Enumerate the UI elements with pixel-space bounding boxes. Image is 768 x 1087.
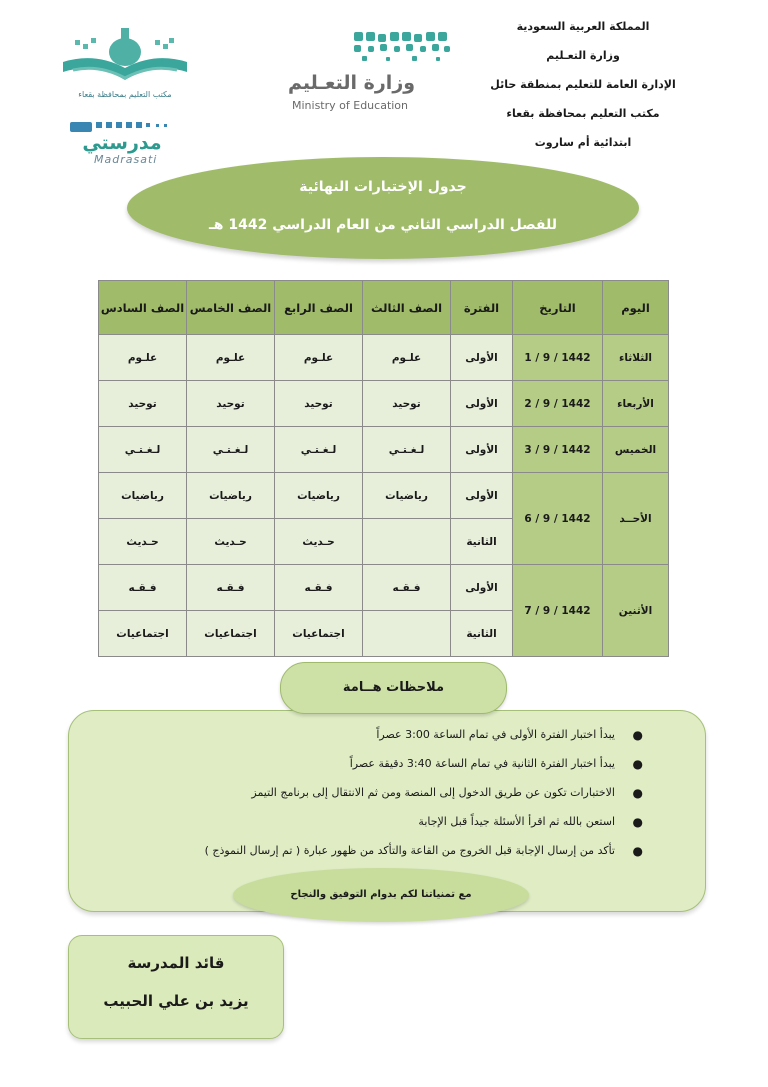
ministry-logo-dots-icon — [282, 22, 472, 72]
day-cell: الأثنين — [603, 565, 669, 657]
bullet-icon: ● — [632, 815, 643, 829]
principal-name: يزيد بن علي الحبيب — [103, 992, 249, 1010]
table-row — [99, 335, 669, 381]
period-cell: الأولى — [451, 473, 513, 519]
note-text: تأكد من إرسال الإجابة قبل الخروج من القاعة والتأكد من ظهور عبارة ( تم إرسال النموذج ) — [204, 844, 615, 857]
madrasati-latin: Madrasati — [94, 153, 158, 166]
subject-cell: رياضيات — [363, 473, 451, 519]
ministry-logo-arabic: وزارة التعـليم — [288, 72, 416, 94]
header-ministry: وزارة التعـليم — [546, 49, 620, 62]
education-office-caption: مكتب التعليم بمحافظة بقعاء — [78, 90, 172, 99]
bullet-icon: ● — [632, 786, 643, 800]
subject-cell: حـديث — [275, 519, 363, 565]
subject-cell: توحيد — [99, 381, 187, 427]
principal-signature-box — [68, 935, 284, 1039]
period-cell: الأولى — [451, 335, 513, 381]
notes-list — [75, 725, 643, 870]
subject-cell — [363, 611, 451, 657]
subject-cell: رياضيات — [99, 473, 187, 519]
subject-cell: رياضيات — [187, 473, 275, 519]
list-item — [75, 783, 643, 812]
wish-banner: مع تمنياتنا لكم بدوام التوفيق والنجاح — [233, 868, 529, 922]
notes-title: ملاحظات هــامة — [280, 662, 507, 714]
title-banner — [127, 157, 639, 259]
subject-cell — [363, 519, 451, 565]
list-item — [75, 754, 643, 783]
subject-cell: لـغـتـي — [187, 427, 275, 473]
header-grade-4: الصف الرابع — [275, 281, 363, 335]
note-text: استعن بالله ثم اقرأ الأسئلة جيداً قبل الإجابة — [418, 815, 615, 828]
madrasati-arabic: مدرستي — [82, 132, 162, 154]
subject-cell: توحيد — [363, 381, 451, 427]
book-dome-icon — [55, 22, 195, 90]
date-cell: 1442 / 9 / 7 — [513, 565, 603, 657]
bullet-icon: ● — [632, 844, 643, 858]
subject-cell: علـوم — [275, 335, 363, 381]
subject-cell: حـديث — [187, 519, 275, 565]
subject-cell: علـوم — [363, 335, 451, 381]
subject-cell: اجتماعيات — [99, 611, 187, 657]
day-cell: الأربعاء — [603, 381, 669, 427]
table-row — [99, 381, 669, 427]
day-cell: الثلاثاء — [603, 335, 669, 381]
date-cell: 1442 / 9 / 3 — [513, 427, 603, 473]
header-region: الإدارة العامة للتعليم بمنطقة حائل — [490, 78, 676, 91]
subject-cell: فـقـه — [275, 565, 363, 611]
header-block — [453, 18, 713, 163]
header-date: التاريخ — [513, 281, 603, 335]
table-row — [99, 473, 669, 519]
principal-title: قائد المدرسة — [127, 954, 225, 972]
subject-cell: فـقـه — [99, 565, 187, 611]
title-line-1: جدول الإختبارات النهائية — [299, 179, 467, 195]
period-cell: الأولى — [451, 381, 513, 427]
note-text: يبدأ اختبار الفترة الثانية في تمام الساعة 3:40 دقيقة عصراً — [349, 757, 615, 770]
subject-cell: اجتماعيات — [275, 611, 363, 657]
day-cell: الأحــد — [603, 473, 669, 565]
ministry-logo — [282, 22, 472, 122]
header-grade-6: الصف السادس — [99, 281, 187, 335]
table-row — [99, 565, 669, 611]
header-country: المملكة العربية السعودية — [516, 20, 650, 33]
subject-cell: توحيد — [275, 381, 363, 427]
period-cell: الأولى — [451, 565, 513, 611]
education-office-logo — [55, 22, 195, 108]
table-header-row — [99, 281, 669, 335]
header-grade-3: الصف الثالث — [363, 281, 451, 335]
title-line-2: للفصل الدراسي الثاني من العام الدراسي 1442 هـ — [209, 217, 557, 233]
subject-cell: علـوم — [187, 335, 275, 381]
list-item — [75, 812, 643, 841]
subject-cell: علـوم — [99, 335, 187, 381]
subject-cell: رياضيات — [275, 473, 363, 519]
subject-cell: اجتماعيات — [187, 611, 275, 657]
date-cell: 1442 / 9 / 1 — [513, 335, 603, 381]
subject-cell: فـقـه — [363, 565, 451, 611]
subject-cell: لـغـتـي — [363, 427, 451, 473]
list-item — [75, 841, 643, 870]
ministry-logo-english: Ministry of Education — [292, 99, 409, 112]
note-text: يبدأ اختبار الفترة الأولى في تمام الساعة 3:00 عصراً — [376, 728, 615, 741]
list-item — [75, 725, 643, 754]
period-cell: الثانية — [451, 611, 513, 657]
date-cell: 1442 / 9 / 6 — [513, 473, 603, 565]
header-grade-5: الصف الخامس — [187, 281, 275, 335]
madrasati-logo — [66, 118, 186, 166]
period-cell: الأولى — [451, 427, 513, 473]
note-text: الاختبارات تكون عن طريق الدخول إلى المنصة ومن ثم الانتقال إلى برنامج التيمز — [251, 786, 615, 799]
bullet-icon: ● — [632, 757, 643, 771]
table-row — [99, 427, 669, 473]
date-cell: 1442 / 9 / 2 — [513, 381, 603, 427]
subject-cell: لـغـتـي — [275, 427, 363, 473]
header-office: مكتب التعليم بمحافظة بقعاء — [506, 107, 660, 120]
subject-cell: حـديث — [99, 519, 187, 565]
period-cell: الثانية — [451, 519, 513, 565]
subject-cell: لـغـتـي — [99, 427, 187, 473]
day-cell: الخميس — [603, 427, 669, 473]
bullet-icon: ● — [632, 728, 643, 742]
exam-schedule-table — [98, 280, 669, 657]
header-period: الفترة — [451, 281, 513, 335]
subject-cell: توحيد — [187, 381, 275, 427]
subject-cell: فـقـه — [187, 565, 275, 611]
header-school: ابتدائية أم ساروت — [534, 136, 632, 149]
header-day: اليوم — [603, 281, 669, 335]
